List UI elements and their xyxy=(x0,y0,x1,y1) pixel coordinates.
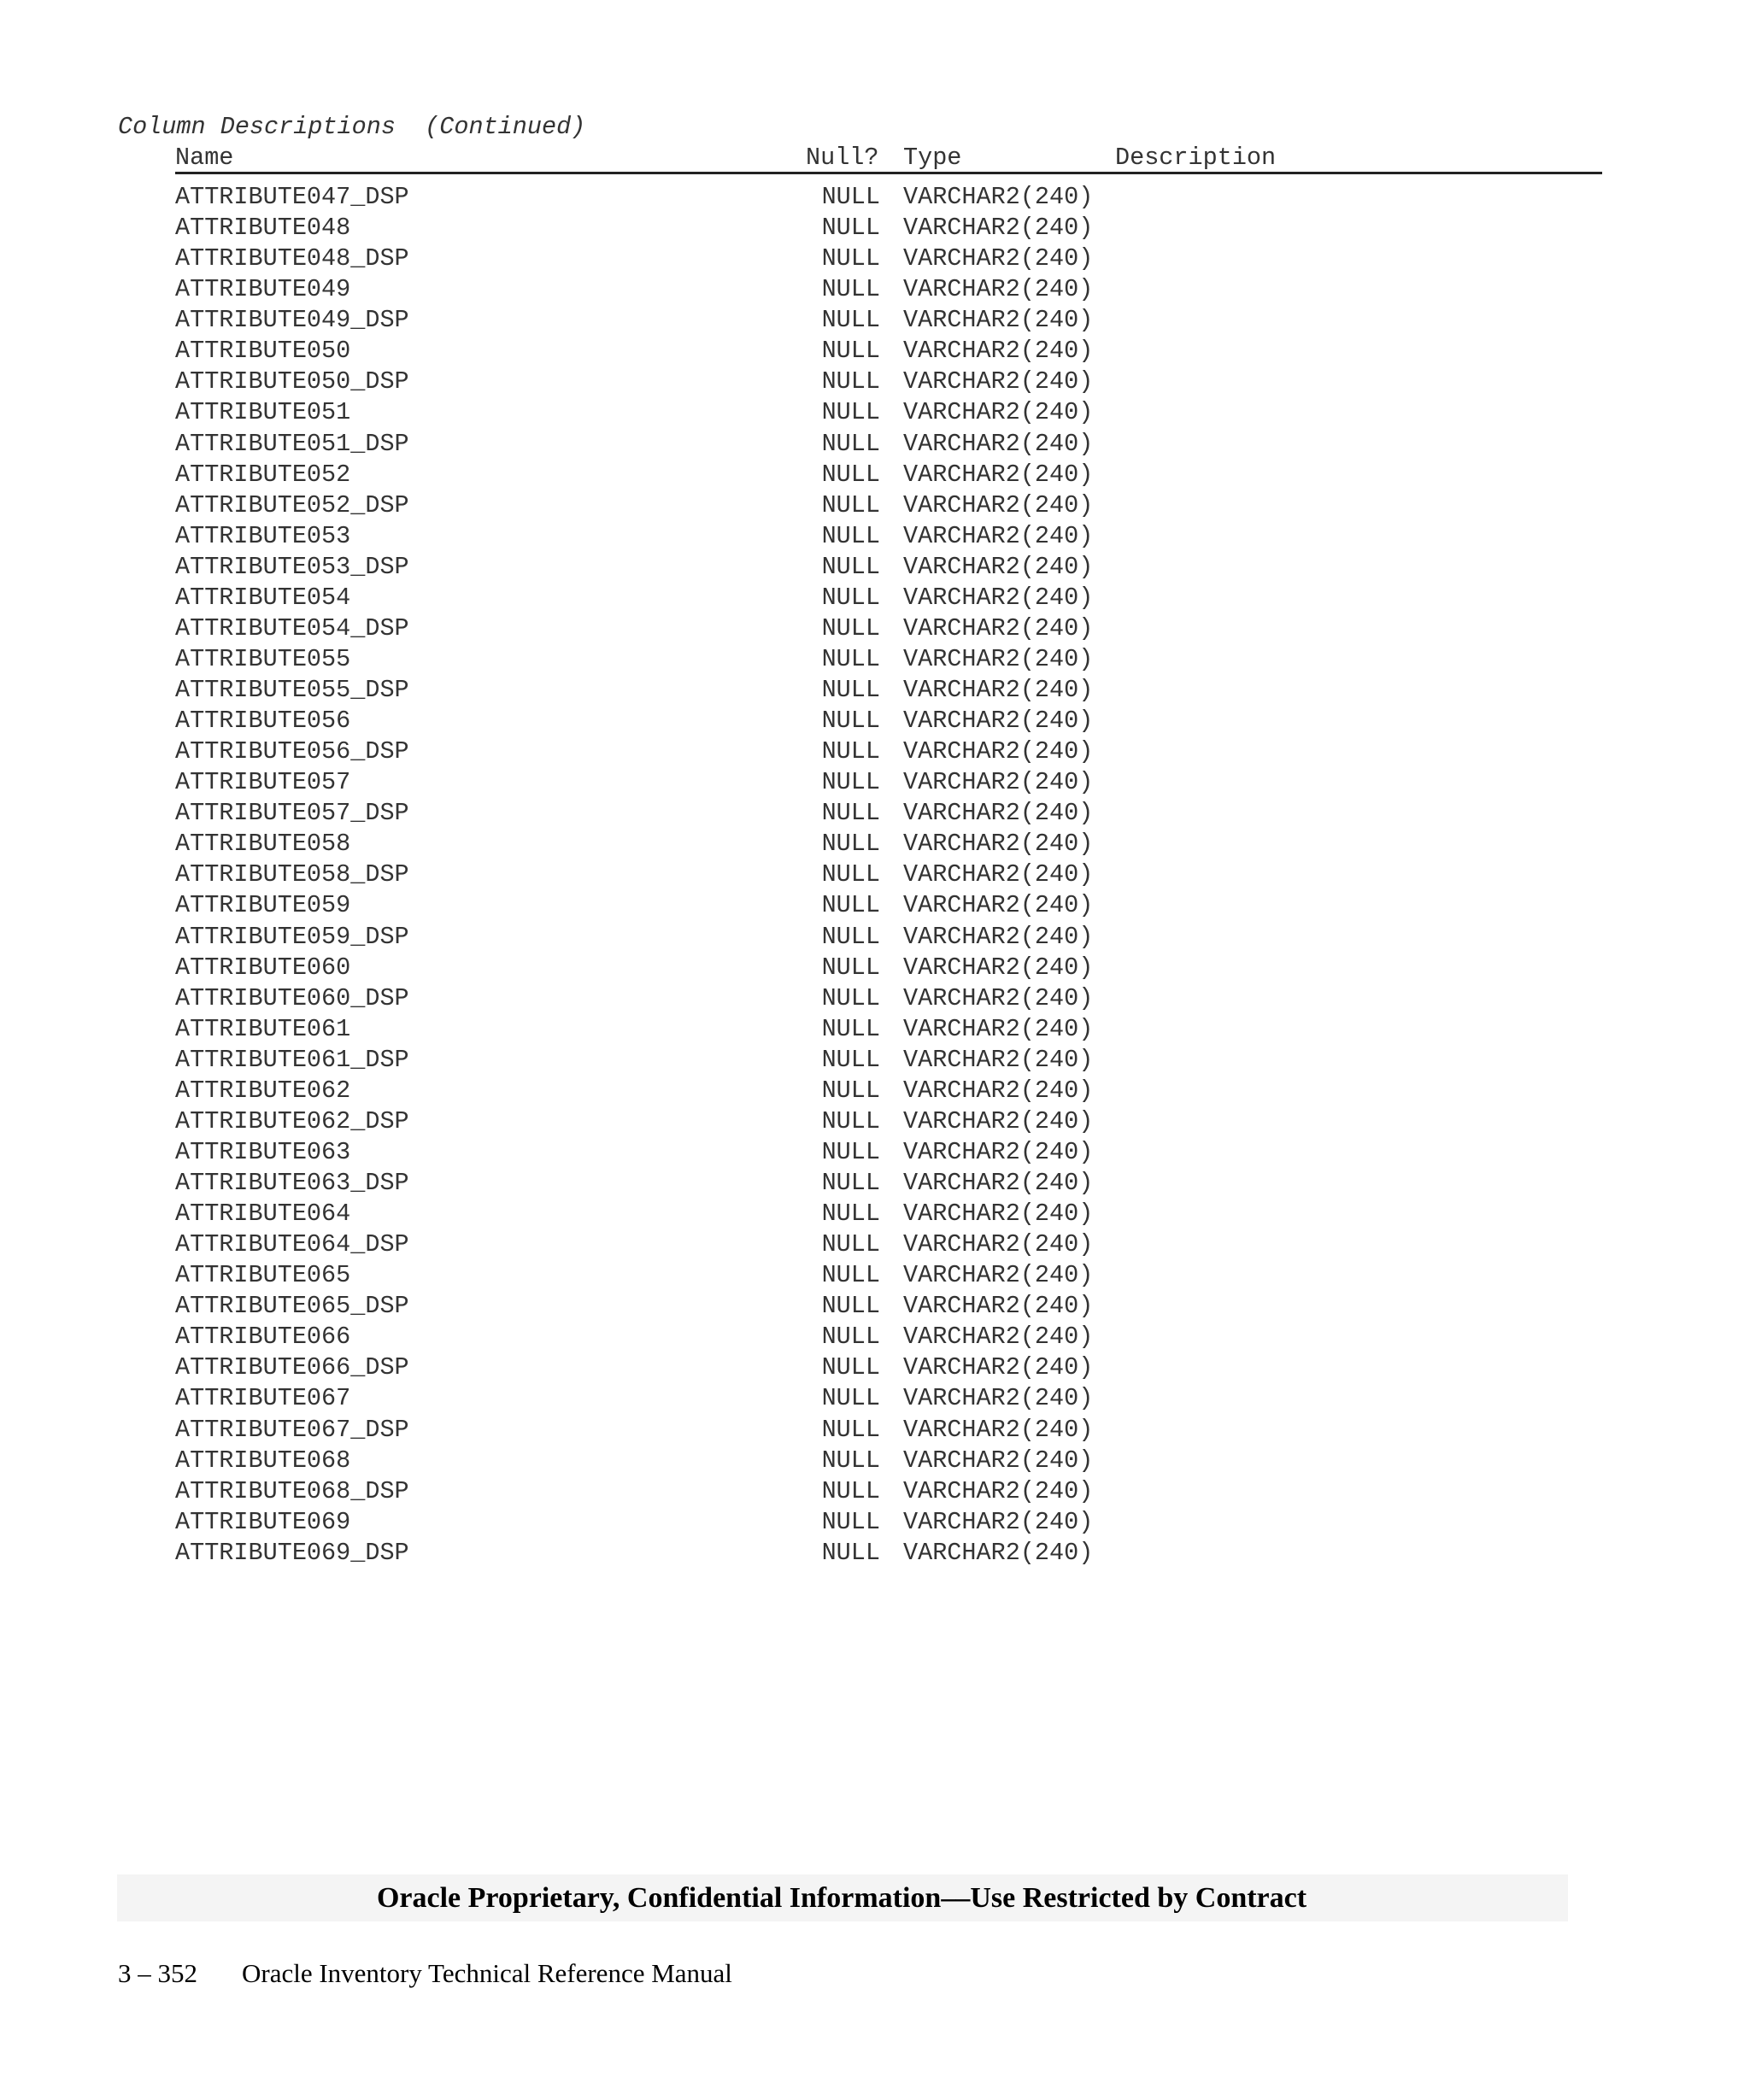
table-row xyxy=(0,736,1750,767)
column-null: NULL xyxy=(821,613,880,642)
column-null: NULL xyxy=(821,830,880,859)
column-null: NULL xyxy=(821,583,880,612)
column-null: NULL xyxy=(821,1384,880,1413)
column-null: NULL xyxy=(821,398,880,427)
column-type: VARCHAR2(240) xyxy=(903,1446,1094,1475)
column-type: VARCHAR2(240) xyxy=(903,1230,1094,1259)
column-name: ATTRIBUTE056 xyxy=(175,707,351,736)
column-type: VARCHAR2(240) xyxy=(903,1353,1094,1382)
table-row xyxy=(0,305,1750,336)
column-null: NULL xyxy=(821,644,880,673)
table-row xyxy=(0,1260,1750,1291)
column-name: ATTRIBUTE057 xyxy=(175,768,351,797)
table-row xyxy=(0,613,1750,644)
table-row xyxy=(0,953,1750,983)
table-row xyxy=(0,767,1750,798)
column-type: VARCHAR2(240) xyxy=(903,676,1094,704)
column-type: VARCHAR2(240) xyxy=(903,214,1094,243)
column-null: NULL xyxy=(821,552,880,581)
column-name: ATTRIBUTE049 xyxy=(175,275,351,304)
column-null: NULL xyxy=(821,676,880,704)
table-row xyxy=(0,1415,1750,1446)
column-type: VARCHAR2(240) xyxy=(903,1415,1094,1444)
table-row xyxy=(0,583,1750,613)
column-type: VARCHAR2(240) xyxy=(903,460,1094,489)
column-name: ATTRIBUTE058_DSP xyxy=(175,860,409,889)
column-null: NULL xyxy=(821,737,880,766)
column-null: NULL xyxy=(821,1076,880,1105)
column-null: NULL xyxy=(821,1261,880,1290)
column-name: ATTRIBUTE057_DSP xyxy=(175,799,409,828)
column-type: VARCHAR2(240) xyxy=(903,768,1094,797)
column-name: ATTRIBUTE060_DSP xyxy=(175,983,409,1012)
column-null: NULL xyxy=(821,460,880,489)
column-type: VARCHAR2(240) xyxy=(903,275,1094,304)
column-name: ATTRIBUTE063 xyxy=(175,1137,351,1166)
column-type: VARCHAR2(240) xyxy=(903,306,1094,335)
table-row xyxy=(0,983,1750,1014)
column-type: VARCHAR2(240) xyxy=(903,429,1094,458)
column-type: VARCHAR2(240) xyxy=(903,860,1094,889)
column-null: NULL xyxy=(821,860,880,889)
column-null: NULL xyxy=(821,1353,880,1382)
table-row xyxy=(0,1076,1750,1106)
column-null: NULL xyxy=(821,1106,880,1135)
column-null: NULL xyxy=(821,922,880,951)
column-null: NULL xyxy=(821,1045,880,1074)
table-row xyxy=(0,1322,1750,1352)
column-type: VARCHAR2(240) xyxy=(903,1323,1094,1352)
table-row xyxy=(0,274,1750,305)
table-row xyxy=(0,1229,1750,1260)
table-row xyxy=(0,922,1750,953)
table-row xyxy=(0,1137,1750,1168)
column-name: ATTRIBUTE048_DSP xyxy=(175,244,409,273)
table-row xyxy=(0,644,1750,675)
column-name: ATTRIBUTE051_DSP xyxy=(175,429,409,458)
column-type: VARCHAR2(240) xyxy=(903,1384,1094,1413)
table-row xyxy=(0,429,1750,460)
table-row xyxy=(0,1291,1750,1322)
column-name: ATTRIBUTE052 xyxy=(175,460,351,489)
table-header xyxy=(0,144,1750,174)
column-type: VARCHAR2(240) xyxy=(903,1538,1094,1567)
table-row xyxy=(0,521,1750,552)
column-type: VARCHAR2(240) xyxy=(903,398,1094,427)
column-name: ATTRIBUTE052_DSP xyxy=(175,490,409,519)
table-row xyxy=(0,1352,1750,1383)
table-row xyxy=(0,1199,1750,1229)
column-type: VARCHAR2(240) xyxy=(903,830,1094,859)
column-null: NULL xyxy=(821,1446,880,1475)
column-null: NULL xyxy=(821,1323,880,1352)
column-name: ATTRIBUTE056_DSP xyxy=(175,737,409,766)
table-row xyxy=(0,706,1750,736)
column-type: VARCHAR2(240) xyxy=(903,1076,1094,1105)
table-row xyxy=(0,490,1750,521)
column-name: ATTRIBUTE069 xyxy=(175,1507,351,1536)
table-row xyxy=(0,859,1750,890)
column-null: NULL xyxy=(821,1230,880,1259)
column-name: ATTRIBUTE059 xyxy=(175,891,351,920)
table-row xyxy=(0,1538,1750,1569)
column-type: VARCHAR2(240) xyxy=(903,1200,1094,1229)
column-null: NULL xyxy=(821,953,880,982)
column-name: ATTRIBUTE065 xyxy=(175,1261,351,1290)
column-null: NULL xyxy=(821,244,880,273)
column-type: VARCHAR2(240) xyxy=(903,1014,1094,1043)
column-type: VARCHAR2(240) xyxy=(903,922,1094,951)
column-name: ATTRIBUTE050 xyxy=(175,337,351,366)
column-name: ATTRIBUTE049_DSP xyxy=(175,306,409,335)
column-type: VARCHAR2(240) xyxy=(903,521,1094,550)
column-type: VARCHAR2(240) xyxy=(903,490,1094,519)
table-caption: Column Descriptions (Continued) xyxy=(118,113,586,141)
table-row xyxy=(0,367,1750,397)
column-null: NULL xyxy=(821,367,880,396)
column-name: ATTRIBUTE062 xyxy=(175,1076,351,1105)
header-type: Type xyxy=(903,144,962,172)
table-row xyxy=(0,1446,1750,1476)
table-row xyxy=(0,1476,1750,1507)
column-name: ATTRIBUTE067 xyxy=(175,1384,351,1413)
column-null: NULL xyxy=(821,891,880,920)
column-type: VARCHAR2(240) xyxy=(903,1261,1094,1290)
column-null: NULL xyxy=(821,490,880,519)
column-type: VARCHAR2(240) xyxy=(903,644,1094,673)
header-null: Null? xyxy=(806,144,879,172)
table-body xyxy=(0,182,1750,1569)
table-row xyxy=(0,552,1750,583)
table-row xyxy=(0,1383,1750,1414)
column-null: NULL xyxy=(821,983,880,1012)
column-type: VARCHAR2(240) xyxy=(903,552,1094,581)
column-name: ATTRIBUTE048 xyxy=(175,214,351,243)
column-type: VARCHAR2(240) xyxy=(903,583,1094,612)
column-name: ATTRIBUTE066 xyxy=(175,1323,351,1352)
column-name: ATTRIBUTE067_DSP xyxy=(175,1415,409,1444)
column-null: NULL xyxy=(821,521,880,550)
table-row xyxy=(0,1045,1750,1076)
column-type: VARCHAR2(240) xyxy=(903,707,1094,736)
table-row xyxy=(0,829,1750,859)
table-row xyxy=(0,182,1750,213)
column-name: ATTRIBUTE066_DSP xyxy=(175,1353,409,1382)
column-null: NULL xyxy=(821,1292,880,1321)
column-name: ATTRIBUTE068_DSP xyxy=(175,1476,409,1505)
table-row xyxy=(0,460,1750,490)
table-row xyxy=(0,1168,1750,1199)
column-null: NULL xyxy=(821,275,880,304)
table-row xyxy=(0,336,1750,367)
column-null: NULL xyxy=(821,707,880,736)
column-null: NULL xyxy=(821,337,880,366)
column-name: ATTRIBUTE065_DSP xyxy=(175,1292,409,1321)
column-type: VARCHAR2(240) xyxy=(903,613,1094,642)
column-type: VARCHAR2(240) xyxy=(903,953,1094,982)
column-type: VARCHAR2(240) xyxy=(903,1045,1094,1074)
column-null: NULL xyxy=(821,1476,880,1505)
column-name: ATTRIBUTE055_DSP xyxy=(175,676,409,704)
column-type: VARCHAR2(240) xyxy=(903,799,1094,828)
header-description: Description xyxy=(1115,144,1277,172)
column-null: NULL xyxy=(821,306,880,335)
column-null: NULL xyxy=(821,1137,880,1166)
column-null: NULL xyxy=(821,1200,880,1229)
column-name: ATTRIBUTE051 xyxy=(175,398,351,427)
column-type: VARCHAR2(240) xyxy=(903,1292,1094,1321)
column-null: NULL xyxy=(821,1014,880,1043)
column-null: NULL xyxy=(821,429,880,458)
table-row xyxy=(0,675,1750,706)
column-type: VARCHAR2(240) xyxy=(903,337,1094,366)
column-type: VARCHAR2(240) xyxy=(903,1169,1094,1197)
column-name: ATTRIBUTE069_DSP xyxy=(175,1538,409,1567)
column-name: ATTRIBUTE058 xyxy=(175,830,351,859)
table-row xyxy=(0,213,1750,243)
column-null: NULL xyxy=(821,183,880,211)
table-row xyxy=(0,243,1750,274)
table-row xyxy=(0,798,1750,829)
column-type: VARCHAR2(240) xyxy=(903,1106,1094,1135)
column-type: VARCHAR2(240) xyxy=(903,1476,1094,1505)
column-name: ATTRIBUTE068 xyxy=(175,1446,351,1475)
page-number: 3 – 352 xyxy=(118,1958,197,1988)
column-name: ATTRIBUTE047_DSP xyxy=(175,183,409,211)
column-type: VARCHAR2(240) xyxy=(903,891,1094,920)
column-type: VARCHAR2(240) xyxy=(903,244,1094,273)
column-name: ATTRIBUTE064 xyxy=(175,1200,351,1229)
column-name: ATTRIBUTE059_DSP xyxy=(175,922,409,951)
table-row xyxy=(0,397,1750,428)
table-row xyxy=(0,890,1750,921)
manual-title: Oracle Inventory Technical Reference Manual xyxy=(242,1958,732,1988)
column-name: ATTRIBUTE050_DSP xyxy=(175,367,409,396)
column-type: VARCHAR2(240) xyxy=(903,367,1094,396)
table-row xyxy=(0,1507,1750,1538)
column-null: NULL xyxy=(821,214,880,243)
column-name: ATTRIBUTE054_DSP xyxy=(175,613,409,642)
column-name: ATTRIBUTE060 xyxy=(175,953,351,982)
column-type: VARCHAR2(240) xyxy=(903,183,1094,211)
column-null: NULL xyxy=(821,1538,880,1567)
table-row xyxy=(0,1014,1750,1045)
column-null: NULL xyxy=(821,768,880,797)
column-name: ATTRIBUTE054 xyxy=(175,583,351,612)
column-type: VARCHAR2(240) xyxy=(903,1137,1094,1166)
column-type: VARCHAR2(240) xyxy=(903,983,1094,1012)
column-name: ATTRIBUTE053 xyxy=(175,521,351,550)
column-null: NULL xyxy=(821,1169,880,1197)
column-type: VARCHAR2(240) xyxy=(903,737,1094,766)
column-name: ATTRIBUTE062_DSP xyxy=(175,1106,409,1135)
column-name: ATTRIBUTE053_DSP xyxy=(175,552,409,581)
column-type: VARCHAR2(240) xyxy=(903,1507,1094,1536)
column-name: ATTRIBUTE061 xyxy=(175,1014,351,1043)
column-null: NULL xyxy=(821,1507,880,1536)
table-row xyxy=(0,1106,1750,1137)
column-null: NULL xyxy=(821,799,880,828)
confidential-notice: Oracle Proprietary, Confidential Information––Use Restricted by Contract xyxy=(376,1882,1307,1914)
column-name: ATTRIBUTE063_DSP xyxy=(175,1169,409,1197)
column-name: ATTRIBUTE061_DSP xyxy=(175,1045,409,1074)
column-null: NULL xyxy=(821,1415,880,1444)
column-name: ATTRIBUTE064_DSP xyxy=(175,1230,409,1259)
column-name: ATTRIBUTE055 xyxy=(175,644,351,673)
header-name: Name xyxy=(175,144,234,172)
header-rule xyxy=(175,172,1602,174)
